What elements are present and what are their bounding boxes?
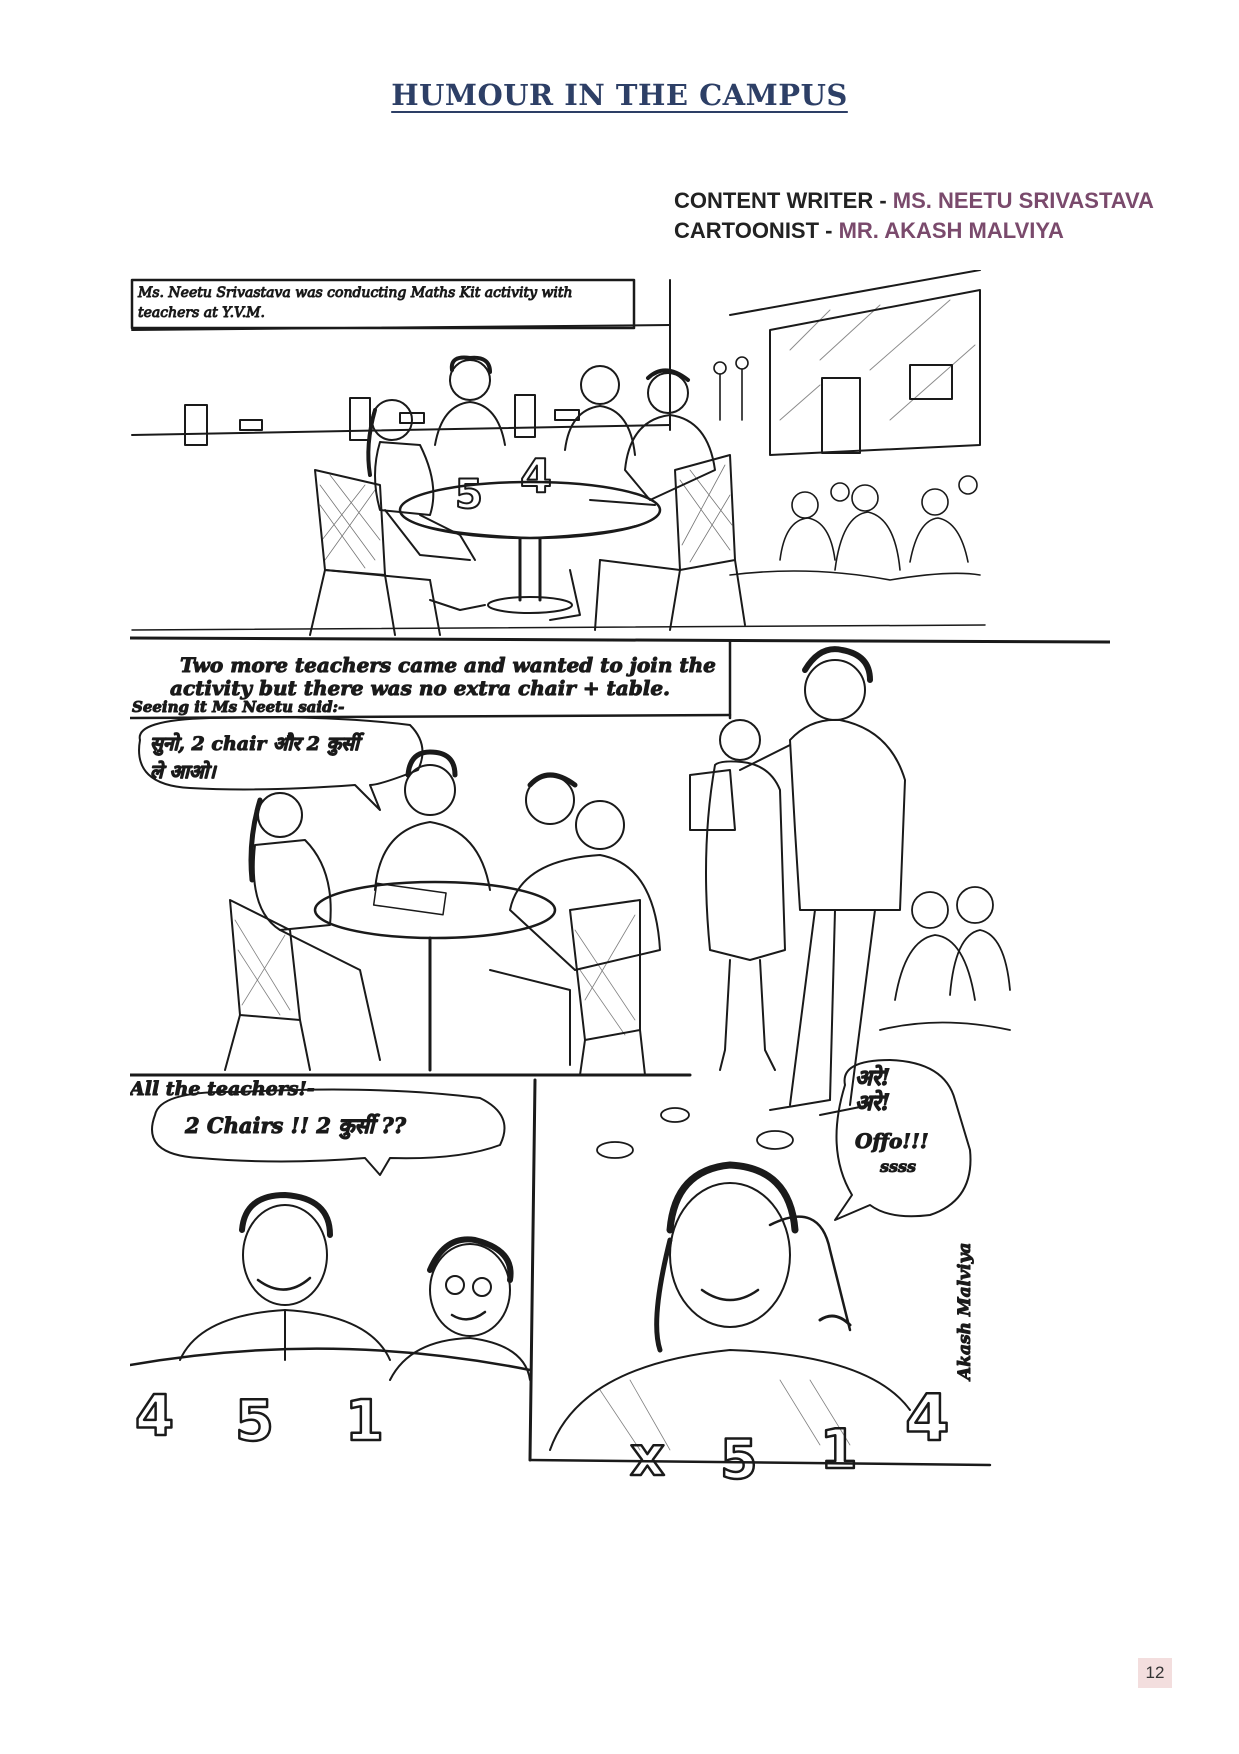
comic-strip — [130, 270, 1110, 1650]
panel-4 — [530, 1060, 990, 1491]
panel-3-number-4: 4 — [135, 1384, 174, 1449]
panel-4-number-1: 1 — [820, 1418, 858, 1481]
panel-2-caption-line-1: Two more teachers came and wanted to join the — [180, 653, 716, 677]
panel-3-speech: 2 Chairs !! 2 कुर्सी ?? — [185, 1113, 407, 1138]
cartoonist-label: CARTOONIST - — [674, 218, 839, 243]
panel-4-speech-line-4: ssss — [880, 1157, 917, 1176]
page-number: 12 — [1138, 1658, 1172, 1688]
panel-1 — [132, 270, 985, 635]
page-title-text: HUMOUR IN THE CAMPUS — [391, 78, 848, 112]
panel-4-speech-line-1: अरे! — [855, 1065, 891, 1091]
page-title — [0, 78, 1239, 112]
cartoonist-name: MR. AKASH MALVIYA — [838, 218, 1064, 243]
cartoonist-line — [674, 216, 1154, 246]
panel-2-speech-line-2: ले आओ। — [150, 761, 216, 783]
panel-1-number-4: 4 — [520, 449, 553, 503]
panel-2-speech-line-1: सुनो, 2 chair और 2 कुर्सी — [150, 733, 359, 755]
panel-1-caption-line-1: Ms. Neetu Srivastava was conducting Maths Kit activity with — [138, 285, 573, 301]
panel-4-speech-line-3: Offo!!! — [855, 1129, 929, 1153]
panel-3-number-1: 1 — [345, 1389, 384, 1454]
content-writer-label: CONTENT WRITER - — [674, 188, 893, 213]
panel-4-number-4: 4 — [905, 1382, 950, 1456]
content-writer-name: MS. NEETU SRIVASTAVA — [892, 188, 1154, 213]
panel-3-number-5: 5 — [235, 1389, 274, 1454]
panel-2 — [130, 642, 1010, 1115]
panel-4-speech-line-2: अरे! — [855, 1090, 891, 1116]
panel-2-caption-line-3: Seeing it Ms Neetu said:- — [132, 698, 345, 716]
panel-1-caption-line-2: teachers at Y.V.M. — [138, 305, 265, 321]
cartoonist-signature: Akash Malviya — [955, 1242, 975, 1380]
panel-3-caption: All the teachers!- — [130, 1078, 315, 1100]
panel-2-caption-line-2: activity but there was no extra chair + table. — [170, 676, 671, 700]
panel-1-number-5: 5 — [455, 472, 483, 518]
content-writer-line — [674, 186, 1154, 216]
panel-4-number-5: 5 — [720, 1428, 758, 1491]
credits-block — [674, 186, 1154, 246]
panel-3 — [130, 1078, 535, 1460]
panel-4-symbol-x: x — [630, 1425, 665, 1488]
